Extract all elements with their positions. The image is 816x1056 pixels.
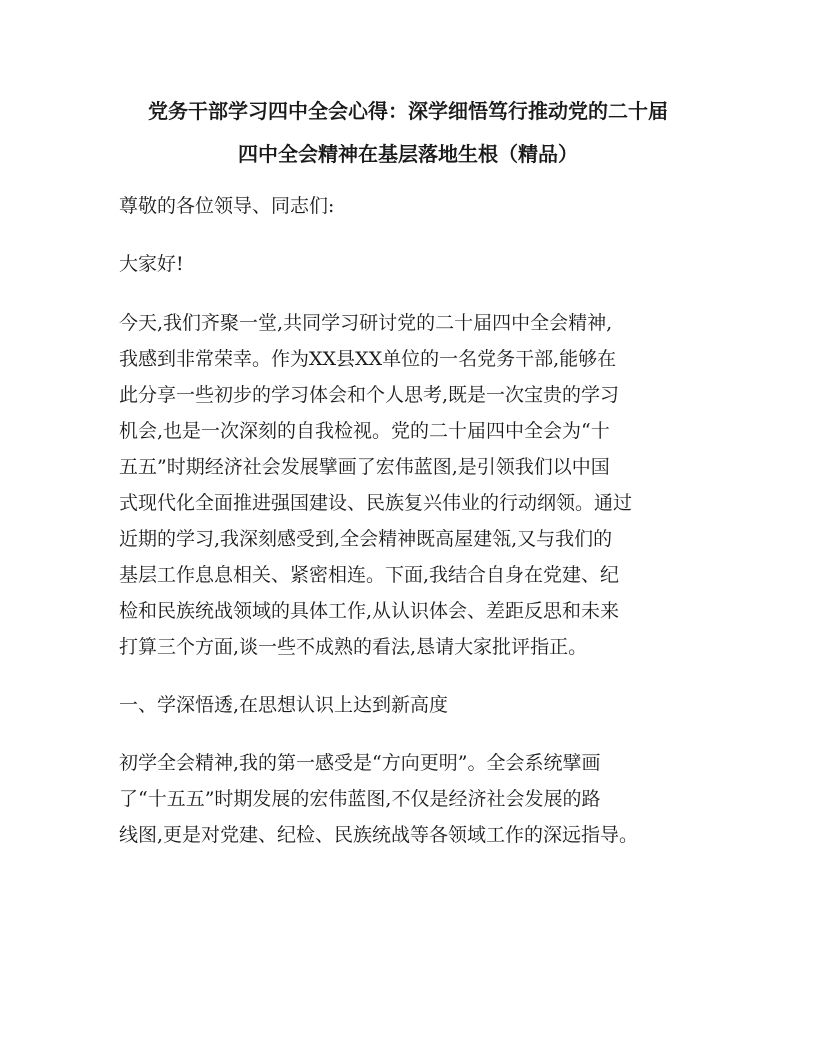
intro-paragraph-line: 近期的学习,我深刻感受到,全会精神既高屋建瓴,又与我们的 bbox=[119, 528, 613, 550]
intro-paragraph-line: 打算三个方面,谈一些不成熟的看法,恳请大家批评指正。 bbox=[119, 636, 588, 658]
intro-paragraph-line: 检和民族统战领域的具体工作,从认识体会、差距反思和未来 bbox=[119, 600, 620, 622]
section-paragraph-line: 了“十五五”时期发展的宏伟蓝图,不仅是经济社会发展的路 bbox=[119, 788, 601, 810]
section-paragraph-line: 初学全会精神,我的第一感受是“方向更明”。全会系统擘画 bbox=[119, 752, 601, 774]
document-title-line-2: 四中全会精神在基层落地生根（精品） bbox=[238, 142, 578, 166]
salutation: 尊敬的各位领导、同志们: bbox=[119, 195, 335, 217]
intro-paragraph-line: 式现代化全面推进强国建设、民族复兴伟业的行动纲领。通过 bbox=[119, 492, 633, 514]
section-heading: 一、学深悟透,在思想认识上达到新高度 bbox=[119, 694, 449, 716]
intro-paragraph-line: 此分享一些初步的学习体会和个人思考,既是一次宝贵的学习 bbox=[119, 384, 620, 406]
intro-paragraph-line: 今天,我们齐聚一堂,共同学习研讨党的二十届四中全会精神, bbox=[119, 312, 613, 334]
intro-paragraph-line: 我感到非常荣幸。作为XX县XX单位的一名党务干部,能够在 bbox=[119, 348, 617, 370]
intro-paragraph-line: 五五”时期经济社会发展擘画了宏伟蓝图,是引领我们以中国 bbox=[119, 456, 610, 478]
section-paragraph-line: 线图,更是对党建、纪检、民族统战等各领域工作的深远指导。 bbox=[119, 824, 639, 846]
greeting: 大家好! bbox=[119, 253, 184, 275]
intro-paragraph-line: 机会,也是一次深刻的自我检视。党的二十届四中全会为“十 bbox=[119, 420, 610, 442]
intro-paragraph-line: 基层工作息息相关、紧密相连。下面,我结合自身在党建、纪 bbox=[119, 564, 620, 586]
document-title-line-1: 党务干部学习四中全会心得：深学细悟笃行推动党的二十届 bbox=[148, 99, 668, 123]
